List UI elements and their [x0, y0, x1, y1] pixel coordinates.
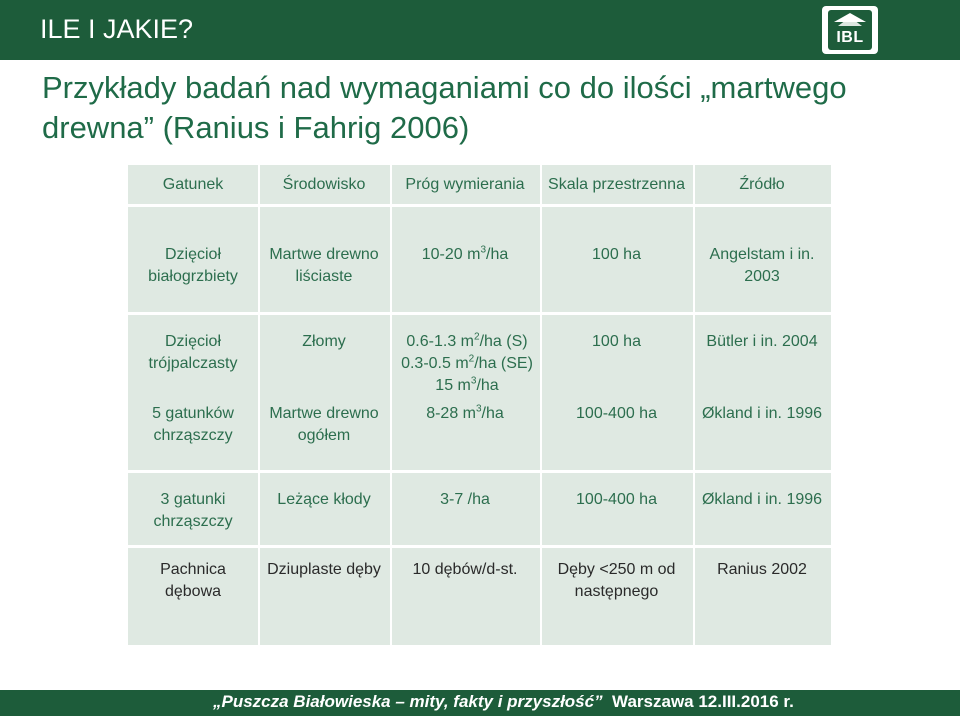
table-row-2-scale: 100 ha [592, 333, 641, 350]
footer-event: „Puszcza Białowieska – mity, fakty i przyszłość” [213, 692, 603, 711]
header-species: Gatunek [162, 176, 224, 193]
table-row-2-species: Dzięcioł trójpalczasty [148, 333, 238, 372]
header-threshold: Próg wymierania [405, 176, 525, 193]
table-row-3-scale: 100-400 ha [576, 405, 657, 422]
header-habitat: Środowisko [282, 176, 366, 193]
table-row-3-habitat: Martwe drewno ogółem [269, 405, 379, 444]
row-divider [128, 204, 831, 207]
logo-text: IBL [836, 29, 864, 46]
header-source: Źródło [739, 176, 785, 193]
top-bar [0, 0, 960, 60]
row-divider [128, 312, 831, 315]
tree-icon [830, 12, 870, 30]
footer-place-date: Warszawa 12.III.2016 r. [612, 692, 794, 711]
table-row-2-threshold: 0.6-1.3 $m^2/ha$ (S) 0.3-0.5 $m^2/ha$ (SE) 15 $m^3/ha$ [401, 331, 533, 394]
table-row-5-scale: Dęby <250 m od następnego [557, 561, 676, 600]
table-row-3-species: 5 gatunków chrząszczy [152, 405, 234, 444]
slide-title [42, 68, 902, 148]
table-row-5-threshold: 10 dębów/d-st. [412, 561, 518, 578]
table-row-5-species: Pachnica dębowa [160, 561, 226, 600]
footer-bar [0, 690, 960, 716]
row-divider [128, 545, 831, 548]
table-row-1-source: Angelstam i in. 2003 [709, 246, 815, 285]
table-row-5-habitat: Dziuplaste dęby [267, 561, 381, 578]
slide-title-line-2: drewna” (Ranius i Fahrig 2006) [42, 110, 470, 145]
table-row-4-habitat: Leżące kłody [277, 491, 371, 508]
table-row-4-source: Økland i in. 1996 [701, 491, 823, 508]
table-row-3-threshold: 8-28 $m^3/ha$ [426, 403, 504, 422]
row-divider [128, 470, 831, 473]
slide-title-line-1: Przykłady badań nad wymaganiami co do ilości „martwego [42, 70, 847, 105]
table-row-1-threshold: 10-20 $m^3/ha$ [421, 244, 509, 263]
header-scale: Skala przestrzenna [548, 176, 685, 193]
table-row-2-source: Bütler i in. 2004 [706, 333, 818, 350]
table-row-2-habitat: Złomy [302, 333, 346, 350]
table-row-1-habitat: Martwe drewno liściaste [269, 246, 379, 285]
table-row-1-scale: 100 ha [592, 246, 641, 263]
table-row-4-species: 3 gatunki chrząszczy [153, 491, 233, 530]
table-row-4-scale: 100-400 ha [576, 491, 657, 508]
footer-text [213, 692, 794, 712]
table-row-3-source: Økland i in. 1996 [701, 405, 823, 422]
table-row-1-species: Dzięcioł białogrzbiety [148, 246, 238, 285]
table-row-5-source: Ranius 2002 [717, 561, 807, 578]
header-title: ILE I JAKIE? [40, 14, 194, 44]
table-row-4-threshold: 3-7 /ha [440, 491, 490, 508]
ibl-logo [822, 6, 878, 54]
